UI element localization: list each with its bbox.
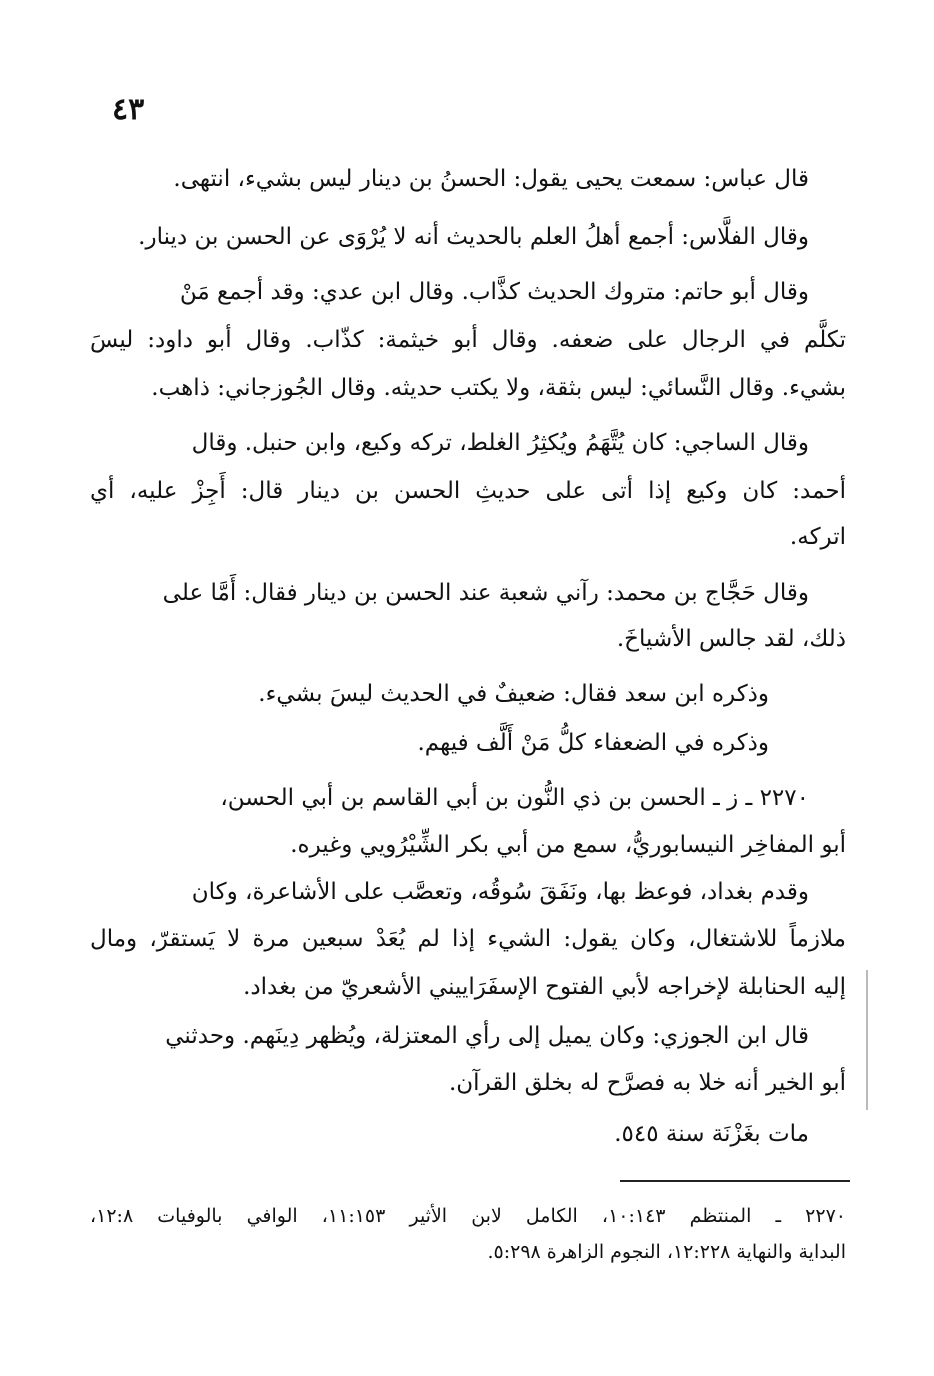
text-line: بشيء. وقال النَّسائي: ليس بثقة، ولا يكتب حديثه. وقال الجُوزجاني: ذاهب. <box>151 375 846 401</box>
text-line: مات بغَزْنَة سنة ٥٤٥. <box>614 1121 809 1147</box>
text-line: وذكره في الضعفاء كلُّ مَنْ أَلَّف فيهم. <box>417 730 769 756</box>
text-line: وقال الساجي: كان يُتَّهَمُ ويُكثِرُ الغلط، تركه وكيع، وابن حنبل. وقال <box>191 430 809 456</box>
text-line: ملازماً للاشتغال، وكان يقول: الشيء إذا لم يُعَدْ سبعين مرة لا يَستقرّ، ومال <box>90 926 846 952</box>
text-line: تكلَّم في الرجال على ضعفه. وقال أبو خيثمة: كذّاب. وقال أبو داود: ليسَ <box>90 327 846 353</box>
text-line: أحمد: كان وكيع إذا أتى على حديثِ الحسن بن دينار قال: أَجِزْ عليه، أي <box>90 478 846 504</box>
page-number: ٤٣ <box>112 92 145 127</box>
text-line: أبو الخير أنه خلا به فصرَّح له بخلق القرآن. <box>448 1070 846 1096</box>
footnote-separator <box>620 1180 850 1182</box>
text-line: وذكره ابن سعد فقال: ضعيفٌ في الحديث ليسَ بشيء. <box>258 681 769 707</box>
text-line: وقال الفلَّاس: أجمع أهلُ العلم بالحديث أنه لا يُرْوَى عن الحسن بن دينار. <box>138 224 809 250</box>
text-line: إليه الحنابلة لإخراجه لأبي الفتوح الإسفَرَاييني الأشعريّ من بغداد. <box>243 974 846 1000</box>
text-line: قال عباس: سمعت يحيى يقول: الحسنُ بن دينار ليس بشيء، انتهى. <box>173 166 809 192</box>
entry-heading: ٢٢٧٠ ـ ز ـ الحسن بن ذي النُّون بن أبي القاسم بن أبي الحسن، <box>220 785 809 811</box>
text-line: وقال أبو حاتم: متروك الحديث كذَّاب. وقال ابن عدي: وقد أجمع مَنْ <box>179 279 809 305</box>
footnote-line: البداية والنهاية ١٢:٢٢٨، النجوم الزاهرة ٥:٢٩٨. <box>487 1241 846 1263</box>
margin-mark <box>866 970 868 1110</box>
text-line: اتركه. <box>789 524 846 550</box>
footnote-line: ٢٢٧٠ ـ المنتظم ١٠:١٤٣، الكامل لابن الأثير ١١:١٥٣، الوافي بالوفيات ١٢:٨، <box>90 1205 846 1227</box>
text-line: وقدم بغداد، فوعظ بها، ونَفَقَ سُوقُه، وتعصَّب على الأشاعرة، وكان <box>191 879 809 905</box>
text-line: قال ابن الجوزي: وكان يميل إلى رأي المعتزلة، ويُظهر دِينَهم. وحدثني <box>165 1023 809 1049</box>
text-line: ذلك، لقد جالس الأشياخَ. <box>616 626 846 652</box>
text-line: وقال حَجَّاج بن محمد: رآني شعبة عند الحسن بن دينار فقال: أَمَّا على <box>162 580 809 606</box>
text-line: أبو المفاخِر النيسابوريُّ، سمع من أبي بكر الشِّيْرُويي وغيره. <box>290 832 846 858</box>
